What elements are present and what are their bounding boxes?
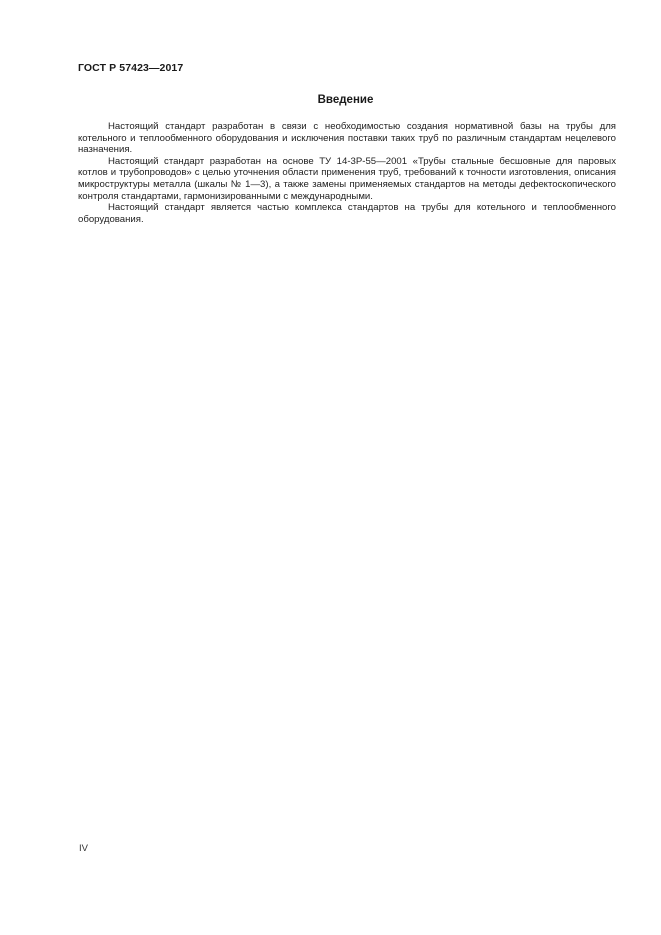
paragraph-basis: Настоящий стандарт разработан на основе ТУ 14-3Р-55—2001 «Трубы стальные бесшовные для паровых котлов и трубопроводов» с целью уточнения области применения труб, требований к точности изготовления, описания микроструктуры металла (шкалы № 1—3), а также замены применяемых стандартов на методы дефектоскопического контроля стандартами, гармонизированными с международными. bbox=[78, 155, 616, 202]
paragraph-purpose: Настоящий стандарт разработан в связи с необходимостью создания нормативной базы на трубы для котельного и теплообменного оборудования и исключения поставки таких труб по различным стандартам нецелевого назначения. bbox=[78, 121, 616, 156]
page-number: IV bbox=[79, 843, 88, 854]
section-title: Введение bbox=[317, 94, 374, 106]
standard-code-header: ГОСТ Р 57423—2017 bbox=[78, 62, 184, 74]
introduction-body bbox=[78, 121, 616, 225]
paragraph-complex: Настоящий стандарт является частью комплекса стандартов на трубы для котельного и теплообменного оборудования. bbox=[78, 202, 616, 225]
